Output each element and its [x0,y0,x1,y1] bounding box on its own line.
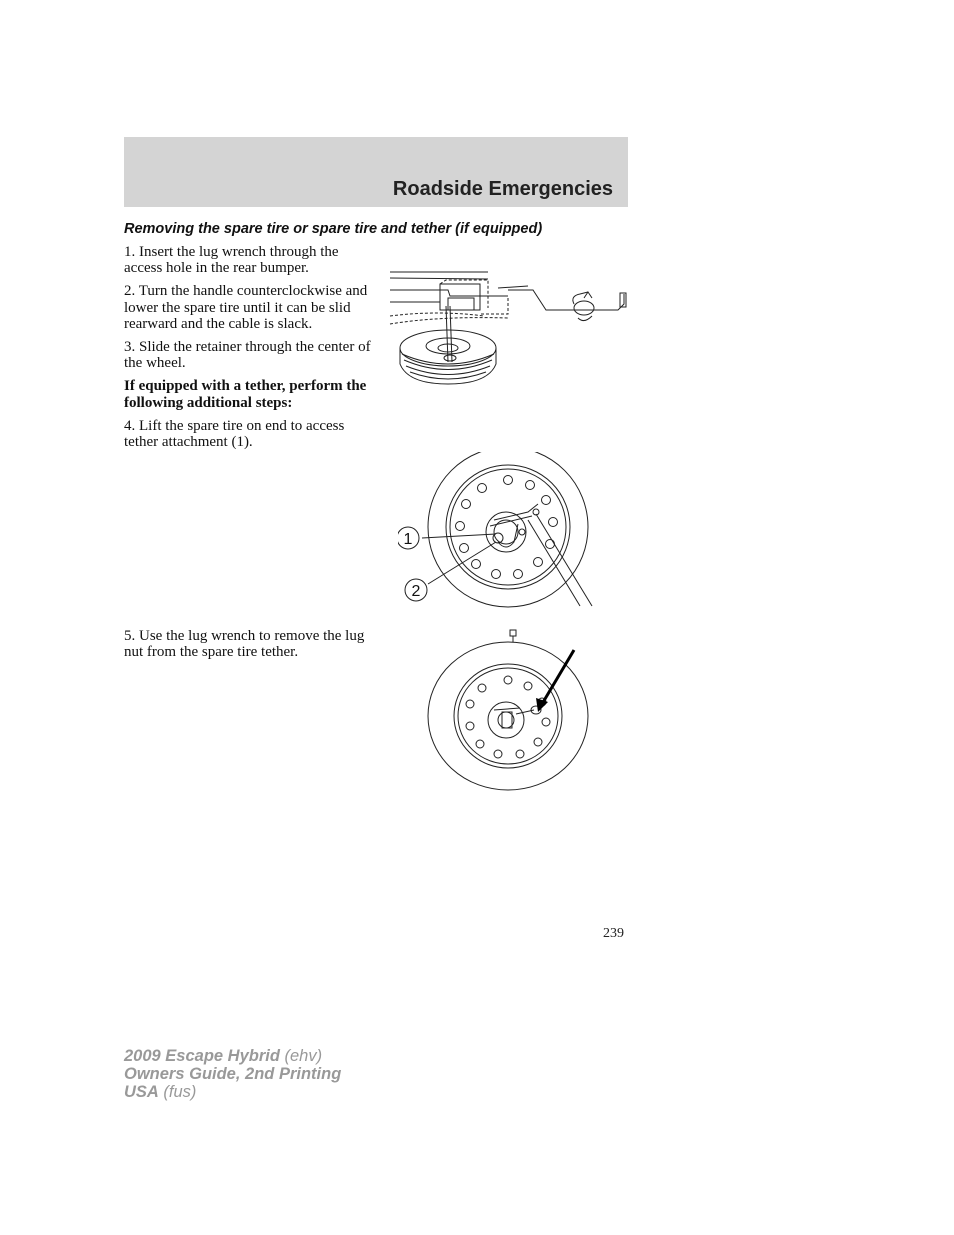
callout-2: 2 [411,583,421,600]
footer-guide: Owners Guide, 2nd Printing [124,1065,342,1083]
lug-nut-removal-illustration [424,628,594,794]
subsection-title: Removing the spare tire or spare tire and tether (if equipped) [124,221,543,237]
instructions-block-1 [124,244,378,457]
document-footer [124,1047,341,1101]
section-title: Roadside Emergencies [392,178,613,200]
step-3: 3. Slide the retainer through the center of the wheel. [124,339,371,372]
step-1: 1. Insert the lug wrench through the access hole in the rear bumper. [124,244,339,277]
section-header [124,137,628,207]
instructions-block-2 [124,628,378,667]
tether-attachment-illustration [398,452,598,610]
page-number: 239 [603,926,624,941]
footer-model: 2009 Escape Hybrid [124,1047,280,1065]
step-4: 4. Lift the spare tire on end to access tether attachment (1). [124,417,345,451]
footer-region-code: (fus) [158,1083,197,1101]
tether-note: If equipped with a tether, perform the following additional steps: [124,378,367,411]
footer-model-code: (ehv) [279,1047,323,1065]
footer-region: USA [124,1083,159,1101]
spare-tire-lowering-illustration [388,266,634,390]
callout-1: 1 [403,531,413,548]
step-5: 5. Use the lug wrench to remove the lug nut from the spare tire tether. [124,628,365,661]
step-2: 2. Turn the handle counterclockwise and lower the spare tire until it can be slid rearward and the cable is slack. [124,283,368,332]
